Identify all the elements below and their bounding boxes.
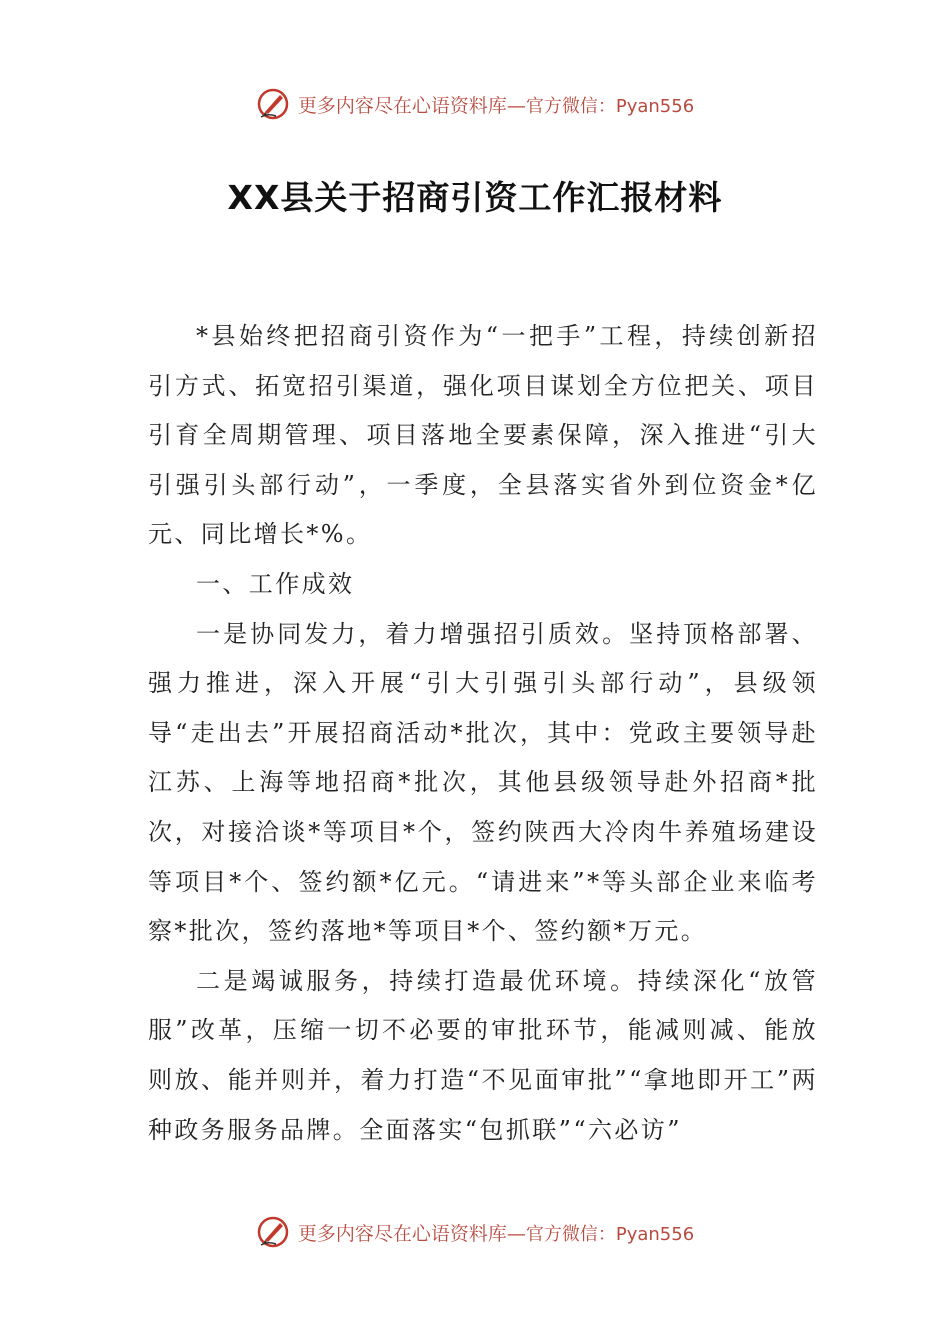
paragraph-point-one: 一是协同发力，着力增强招引质效。坚持顶格部署、强力推进，深入开展“引大引强引头部行动”，县级领导“走出去”开展招商活动*批次，其中：党政主要领导赴江苏、上海等地招商*批次，其他县级领导赴外招商*批次，对接洽谈*等项目*个，签约陕西大冷肉牛养殖场建设等项目*个、签约额*亿元。“请进来”*等头部企业来临考察*批次，签约落地*等项目*个、签约额*万元。	[148, 619, 818, 946]
pen-logo-icon	[256, 87, 290, 121]
document-title: XX县关于招商引资工作汇报材料	[227, 178, 723, 217]
pen-logo-icon	[256, 1215, 290, 1249]
document-body	[148, 312, 818, 1155]
watermark-banner-bottom	[0, 1212, 950, 1252]
watermark-text: 更多内容尽在心语资料库—官方微信：Pyan556	[297, 1222, 695, 1245]
paragraph-intro: *县始终把招商引资作为“一把手”工程，持续创新招引方式、拓宽招引渠道，强化项目谋划全方位把关、项目引育全周期管理、项目落地全要素保障，深入推进“引大引强引头部行动”，一季度，全县落实省外到位资金*亿元、同比增长*%。	[148, 322, 818, 549]
section-heading: 一、工作成效	[196, 569, 355, 598]
watermark-banner-top	[0, 84, 950, 124]
paragraph-point-two: 二是竭诚服务，持续打造最优环境。持续深化“放管服”改革，压缩一切不必要的审批环节，能减则减、能放则放、能并则并，着力打造“不见面审批”“拿地即开工”两种政务服务品牌。全面落实“包抓联”“六必访”	[148, 966, 818, 1144]
watermark-text: 更多内容尽在心语资料库—官方微信：Pyan556	[297, 94, 695, 117]
